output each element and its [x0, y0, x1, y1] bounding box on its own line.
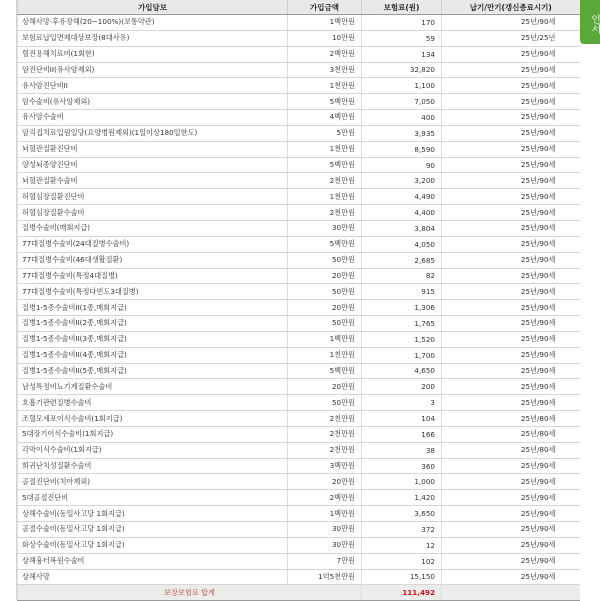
table-row — [18, 189, 580, 205]
period-cell: 25년/90세 — [442, 474, 580, 490]
premium-cell: 90 — [362, 157, 442, 173]
premium-cell: 4,050 — [362, 236, 442, 252]
coverage-name-cell: 질병1-5종수술비II(2종,매회지급) — [18, 316, 288, 332]
period-cell: 25년/80세 — [442, 442, 580, 458]
coverage-name-cell: 희귀난치성질환수술비 — [18, 458, 288, 474]
amount-cell: 1천만원 — [288, 141, 362, 157]
coverage-name-cell: 질병1-5종수술비II(5종,매회지급) — [18, 363, 288, 379]
premium-cell: 8,590 — [362, 141, 442, 157]
amount-cell: 2천만원 — [288, 442, 362, 458]
amount-cell: 1백만원 — [288, 506, 362, 522]
period-cell: 25년/25년 — [442, 30, 580, 46]
period-cell: 25년/80세 — [442, 426, 580, 442]
period-cell: 25년/90세 — [442, 46, 580, 62]
header-coverage: 가입담보 — [18, 0, 288, 15]
table-row — [18, 141, 580, 157]
amount-cell: 20만원 — [288, 379, 362, 395]
table-row — [18, 46, 580, 62]
total-empty-cell — [442, 585, 580, 601]
period-cell: 25년/90세 — [442, 220, 580, 236]
table-header-row — [18, 0, 580, 15]
table-row — [18, 173, 580, 189]
coverage-name-cell: 질병1-5종수술비II(1종,매회지급) — [18, 300, 288, 316]
period-cell: 25년/90세 — [442, 125, 580, 141]
coverage-sheet — [16, 0, 579, 600]
period-cell: 25년/90세 — [442, 537, 580, 553]
premium-cell: 102 — [362, 553, 442, 569]
table-row — [18, 62, 580, 78]
amount-cell: 1천만원 — [288, 347, 362, 363]
table-row — [18, 157, 580, 173]
coverage-name-cell: 화상수술비(동일사고당 1회지급) — [18, 537, 288, 553]
table-row — [18, 252, 580, 268]
premium-cell: 3,650 — [362, 506, 442, 522]
coverage-name-cell: 유사암수술비 — [18, 110, 288, 126]
coverage-name-cell: 질병수술비(매회지급) — [18, 220, 288, 236]
period-cell: 25년/90세 — [442, 284, 580, 300]
total-row — [18, 585, 580, 601]
coverage-name-cell: 조혈모세포이식수술비(1회지급) — [18, 411, 288, 427]
amount-cell: 1백만원 — [288, 331, 362, 347]
period-cell: 25년/90세 — [442, 157, 580, 173]
amount-cell: 10만원 — [288, 30, 362, 46]
coverage-name-cell: 뇌혈관질환수술비 — [18, 173, 288, 189]
premium-cell: 3 — [362, 395, 442, 411]
premium-cell: 400 — [362, 110, 442, 126]
period-cell: 25년/90세 — [442, 94, 580, 110]
table-row — [18, 522, 580, 538]
table-row — [18, 236, 580, 252]
table-row — [18, 268, 580, 284]
period-cell: 25년/90세 — [442, 205, 580, 221]
premium-cell: 134 — [362, 46, 442, 62]
amount-cell: 3백만원 — [288, 458, 362, 474]
table-row — [18, 331, 580, 347]
side-tab[interactable]: 안서 — [580, 0, 600, 44]
period-cell: 25년/90세 — [442, 236, 580, 252]
period-cell: 25년/90세 — [442, 363, 580, 379]
amount-cell: 4백만원 — [288, 110, 362, 126]
coverage-name-cell: 남성특정비뇨기계질환수술비 — [18, 379, 288, 395]
coverage-name-cell: 질병1-5종수술비II(3종,매회지급) — [18, 331, 288, 347]
coverage-name-cell: 유사암진단비II — [18, 78, 288, 94]
premium-cell: 3,804 — [362, 220, 442, 236]
period-cell: 25년/90세 — [442, 252, 580, 268]
premium-cell: 1,420 — [362, 490, 442, 506]
premium-cell: 166 — [362, 426, 442, 442]
coverage-name-cell: 상해사망·후유장해(20~100%)(보통약관) — [18, 15, 288, 31]
premium-cell: 104 — [362, 411, 442, 427]
coverage-name-cell: 혈전용해치료비(1회한) — [18, 46, 288, 62]
period-cell: 25년/90세 — [442, 490, 580, 506]
coverage-name-cell: 골절수술비(동일사고당 1회지급) — [18, 522, 288, 538]
amount-cell: 2백만원 — [288, 490, 362, 506]
premium-cell: 170 — [362, 15, 442, 31]
amount-cell: 30만원 — [288, 537, 362, 553]
table-row — [18, 506, 580, 522]
period-cell: 25년/90세 — [442, 110, 580, 126]
header-amount: 가입금액 — [288, 0, 362, 15]
amount-cell: 2백만원 — [288, 46, 362, 62]
coverage-name-cell: 뇌혈관질환진단비 — [18, 141, 288, 157]
premium-cell: 3,200 — [362, 173, 442, 189]
amount-cell: 1억5천만원 — [288, 569, 362, 585]
header-premium: 보험료(원) — [362, 0, 442, 15]
table-row — [18, 426, 580, 442]
table-row — [18, 395, 580, 411]
premium-cell: 4,490 — [362, 189, 442, 205]
period-cell: 25년/90세 — [442, 62, 580, 78]
table-row — [18, 316, 580, 332]
amount-cell: 20만원 — [288, 474, 362, 490]
table-row — [18, 458, 580, 474]
table-row — [18, 94, 580, 110]
coverage-name-cell: 양성뇌종양진단비 — [18, 157, 288, 173]
premium-cell: 12 — [362, 537, 442, 553]
amount-cell: 5백만원 — [288, 157, 362, 173]
amount-cell: 2천만원 — [288, 411, 362, 427]
coverage-name-cell: 골절진단비(치아제외) — [18, 474, 288, 490]
table-body — [18, 15, 580, 585]
coverage-name-cell: 77대질병수술비(특정4대질병) — [18, 268, 288, 284]
premium-cell: 1,520 — [362, 331, 442, 347]
table-row — [18, 569, 580, 585]
period-cell: 25년/90세 — [442, 300, 580, 316]
premium-cell: 1,306 — [362, 300, 442, 316]
amount-cell: 7만원 — [288, 553, 362, 569]
period-cell: 25년/90세 — [442, 458, 580, 474]
coverage-name-cell: 암수술비(유사암제외) — [18, 94, 288, 110]
table-row — [18, 205, 580, 221]
table-row — [18, 220, 580, 236]
table-row — [18, 15, 580, 31]
amount-cell: 2천만원 — [288, 173, 362, 189]
period-cell: 25년/90세 — [442, 553, 580, 569]
premium-cell: 4,400 — [362, 205, 442, 221]
table-row — [18, 553, 580, 569]
period-cell: 25년/90세 — [442, 78, 580, 94]
coverage-name-cell: 상해사망 — [18, 569, 288, 585]
premium-cell: 38 — [362, 442, 442, 458]
amount-cell: 1천만원 — [288, 189, 362, 205]
premium-cell: 1,100 — [362, 78, 442, 94]
premium-cell: 1,765 — [362, 316, 442, 332]
premium-cell: 1,700 — [362, 347, 442, 363]
amount-cell: 5백만원 — [288, 363, 362, 379]
coverage-name-cell: 77대질병수술비(46대생활질환) — [18, 252, 288, 268]
period-cell: 25년/90세 — [442, 331, 580, 347]
period-cell: 25년/90세 — [442, 268, 580, 284]
amount-cell: 5만원 — [288, 125, 362, 141]
amount-cell: 50만원 — [288, 284, 362, 300]
amount-cell: 50만원 — [288, 316, 362, 332]
coverage-table — [17, 0, 580, 601]
coverage-name-cell: 5대장기이식수술비(1회지급) — [18, 426, 288, 442]
table-row — [18, 411, 580, 427]
amount-cell: 20만원 — [288, 268, 362, 284]
amount-cell: 5백만원 — [288, 236, 362, 252]
table-row — [18, 284, 580, 300]
premium-cell: 4,650 — [362, 363, 442, 379]
table-row — [18, 110, 580, 126]
amount-cell: 50만원 — [288, 252, 362, 268]
coverage-name-cell: 허혈심장질환진단비 — [18, 189, 288, 205]
premium-cell: 59 — [362, 30, 442, 46]
table-row — [18, 442, 580, 458]
table-row — [18, 537, 580, 553]
coverage-name-cell: 77대질병수술비(특정다빈도3대질병) — [18, 284, 288, 300]
premium-cell: 1,000 — [362, 474, 442, 490]
period-cell: 25년/90세 — [442, 173, 580, 189]
period-cell: 25년/90세 — [442, 506, 580, 522]
period-cell: 25년/90세 — [442, 379, 580, 395]
premium-cell: 360 — [362, 458, 442, 474]
table-row — [18, 30, 580, 46]
premium-cell: 372 — [362, 522, 442, 538]
period-cell: 25년/90세 — [442, 395, 580, 411]
premium-cell: 2,685 — [362, 252, 442, 268]
period-cell: 25년/90세 — [442, 522, 580, 538]
coverage-name-cell: 호흡기관련질병수술비 — [18, 395, 288, 411]
table-row — [18, 78, 580, 94]
amount-cell: 30만원 — [288, 522, 362, 538]
coverage-name-cell: 77대질병수술비(24대질병수술비) — [18, 236, 288, 252]
premium-cell: 3,935 — [362, 125, 442, 141]
coverage-name-cell: 보험료납입면제대상보장(8대사유) — [18, 30, 288, 46]
premium-cell: 82 — [362, 268, 442, 284]
total-label: 보장보험료 합계 — [18, 585, 362, 601]
amount-cell: 2천만원 — [288, 426, 362, 442]
period-cell: 25년/80세 — [442, 411, 580, 427]
period-cell: 25년/90세 — [442, 189, 580, 205]
amount-cell: 20만원 — [288, 300, 362, 316]
coverage-name-cell: 허혈심장질환수술비 — [18, 205, 288, 221]
table-row — [18, 379, 580, 395]
coverage-name-cell: 상해흉터복원수술비 — [18, 553, 288, 569]
coverage-name-cell: 질병1-5종수술비II(4종,매회지급) — [18, 347, 288, 363]
amount-cell: 30만원 — [288, 220, 362, 236]
period-cell: 25년/90세 — [442, 316, 580, 332]
amount-cell: 2천만원 — [288, 205, 362, 221]
period-cell: 25년/90세 — [442, 15, 580, 31]
table-row — [18, 347, 580, 363]
premium-cell: 915 — [362, 284, 442, 300]
period-cell: 25년/90세 — [442, 569, 580, 585]
table-row — [18, 490, 580, 506]
table-row — [18, 363, 580, 379]
amount-cell: 1천만원 — [288, 78, 362, 94]
amount-cell: 1백만원 — [288, 15, 362, 31]
amount-cell: 3천만원 — [288, 62, 362, 78]
coverage-name-cell: 5대골절진단비 — [18, 490, 288, 506]
premium-cell: 32,820 — [362, 62, 442, 78]
period-cell: 25년/90세 — [442, 347, 580, 363]
premium-cell: 200 — [362, 379, 442, 395]
total-value: 111,492 — [362, 585, 442, 601]
amount-cell: 50만원 — [288, 395, 362, 411]
premium-cell: 7,050 — [362, 94, 442, 110]
coverage-name-cell: 상해수술비(동일사고당 1회지급) — [18, 506, 288, 522]
coverage-name-cell: 각막이식수술비(1회지급) — [18, 442, 288, 458]
table-row — [18, 474, 580, 490]
coverage-name-cell: 암직접치료입원일당(요양병원제외)(1일이상180일한도) — [18, 125, 288, 141]
table-row — [18, 300, 580, 316]
table-row — [18, 125, 580, 141]
premium-cell: 15,150 — [362, 569, 442, 585]
header-period: 납기/만기(갱신종료시기) — [442, 0, 580, 15]
amount-cell: 5백만원 — [288, 94, 362, 110]
coverage-name-cell: 암진단비II(유사암제외) — [18, 62, 288, 78]
period-cell: 25년/90세 — [442, 141, 580, 157]
